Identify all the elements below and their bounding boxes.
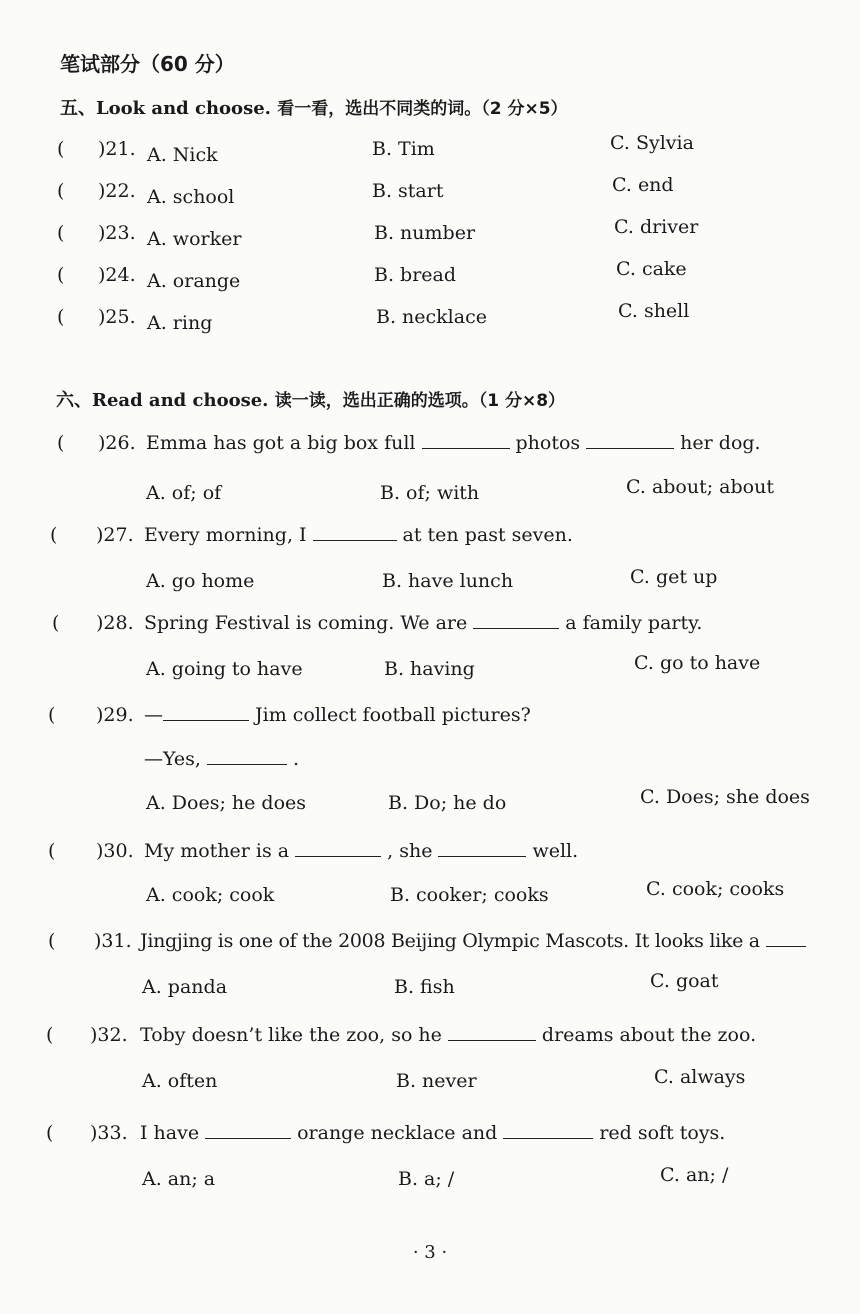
q28-option-a: A. going to have <box>146 658 303 680</box>
q32-option-b: B. never <box>396 1070 477 1092</box>
q30-number: )30. <box>96 840 134 862</box>
q27-option-a: A. go home <box>146 570 255 592</box>
q29-options <box>0 786 860 822</box>
q31-option-c: C. goat <box>650 970 719 992</box>
q24-option-a: A. orange <box>147 270 241 292</box>
q33-row <box>0 1122 860 1152</box>
q28-options <box>0 652 860 688</box>
q27-option-c: C. get up <box>630 566 718 588</box>
answer-blank[interactable] <box>205 1137 291 1139</box>
q25-option-b: B. necklace <box>376 306 487 328</box>
answer-paren[interactable]: ( <box>57 180 65 202</box>
section6-heading-en: 六、Read and choose. <box>56 390 269 411</box>
q28-text-1: Spring Festival is coming. We are <box>144 612 468 634</box>
q21-number: )21. <box>98 138 136 160</box>
q32-text-1: Toby doesn’t like the zoo, so he <box>140 1024 442 1046</box>
q24-option-b: B. bread <box>374 264 457 286</box>
q26-text-2: photos <box>515 432 581 454</box>
q30-text-3: well. <box>532 840 579 862</box>
q28-text-2: a family party. <box>565 612 703 634</box>
q27-text-2: at ten past seven. <box>402 524 573 546</box>
q32-number: )32. <box>90 1024 128 1046</box>
q30-option-b: B. cooker; cooks <box>390 884 549 906</box>
q21-option-c: C. Sylvia <box>610 132 694 154</box>
q27-stem <box>144 524 573 546</box>
q31-number: )31. <box>94 930 132 952</box>
q29-text-3: —Yes, <box>144 748 201 770</box>
q22-option-c: C. end <box>612 174 674 196</box>
q23-row <box>0 216 860 252</box>
q31-options <box>0 970 860 1006</box>
q22-row <box>0 174 860 210</box>
q29-text-4: . <box>292 748 299 770</box>
q29-option-b: B. Do; he do <box>388 792 507 814</box>
q22-option-a: A. school <box>147 186 235 208</box>
q29-stem <box>144 704 531 726</box>
answer-blank[interactable] <box>313 539 397 541</box>
q33-stem <box>140 1122 725 1144</box>
q24-row <box>0 258 860 294</box>
q31-option-a: A. panda <box>142 976 228 998</box>
q28-option-b: B. having <box>384 658 475 680</box>
q28-number: )28. <box>96 612 134 634</box>
q21-row <box>0 132 860 168</box>
section6-heading <box>56 386 565 412</box>
q28-stem <box>144 612 702 634</box>
q25-option-a: A. ring <box>147 312 213 334</box>
q33-text-3: red soft toys. <box>599 1122 726 1144</box>
q32-options <box>0 1066 860 1100</box>
page-number: · 3 · <box>412 1242 448 1263</box>
q21-option-a: A. Nick <box>147 144 218 166</box>
q27-option-b: B. have lunch <box>382 570 514 592</box>
answer-paren[interactable]: ( <box>48 930 56 952</box>
q29-option-c: C. Does; she does <box>640 786 810 808</box>
answer-paren[interactable]: ( <box>48 840 56 862</box>
q26-text-1: Emma has got a big box full <box>146 432 416 454</box>
answer-blank[interactable] <box>438 855 526 857</box>
q29-number: )29. <box>96 704 134 726</box>
q26-options <box>0 476 860 512</box>
q27-options <box>0 566 860 600</box>
q33-option-c: C. an; / <box>660 1164 729 1186</box>
answer-paren[interactable]: ( <box>52 612 60 634</box>
q23-option-b: B. number <box>374 222 476 244</box>
q32-row <box>0 1024 860 1054</box>
q29-row <box>0 704 860 734</box>
answer-paren[interactable]: ( <box>57 432 65 454</box>
q29-text-2: Jim collect football pictures? <box>255 704 531 726</box>
q29-reply-stem <box>144 748 299 770</box>
answer-blank[interactable] <box>766 945 806 947</box>
q25-number: )25. <box>98 306 136 328</box>
q33-number: )33. <box>90 1122 128 1144</box>
q32-option-a: A. often <box>142 1070 218 1092</box>
answer-blank[interactable] <box>473 627 559 629</box>
q31-option-b: B. fish <box>394 976 455 998</box>
q23-option-a: A. worker <box>147 228 242 250</box>
answer-blank[interactable] <box>207 763 287 765</box>
section5-heading-cn: 看一看，选出不同类的词。（2 分×5） <box>277 99 568 119</box>
q28-row <box>0 612 860 642</box>
q30-option-a: A. cook; cook <box>146 884 275 906</box>
answer-paren[interactable]: ( <box>57 138 65 160</box>
answer-blank[interactable] <box>448 1039 536 1041</box>
q30-stem <box>144 840 578 862</box>
q30-options <box>0 878 860 914</box>
q25-row <box>0 300 860 336</box>
q29-reply <box>0 748 860 778</box>
q29-text-1: — <box>144 704 163 726</box>
q27-row <box>0 524 860 554</box>
page-title: 笔试部分（60 分） <box>60 52 235 76</box>
q30-text-1: My mother is a <box>144 840 290 862</box>
answer-paren[interactable]: ( <box>50 524 58 546</box>
q31-text-1: Jingjing is one of the 2008 Beijing Olympic Mascots. It looks like a <box>140 930 760 952</box>
q26-text-3: her dog. <box>680 432 761 454</box>
q33-text-1: I have <box>140 1122 200 1144</box>
q26-option-a: A. of; of <box>146 482 222 504</box>
q32-stem <box>140 1024 756 1046</box>
answer-paren[interactable]: ( <box>57 222 65 244</box>
q21-option-b: B. Tim <box>372 138 435 160</box>
q32-text-2: dreams about the zoo. <box>541 1024 757 1046</box>
q33-text-2: orange necklace and <box>297 1122 498 1144</box>
q26-number: )26. <box>98 432 136 454</box>
q33-options <box>0 1164 860 1198</box>
q24-number: )24. <box>98 264 136 286</box>
q24-option-c: C. cake <box>616 258 687 280</box>
q32-option-c: C. always <box>654 1066 746 1088</box>
q30-text-2: , she <box>387 840 433 862</box>
q26-row <box>0 432 860 462</box>
answer-blank[interactable] <box>503 1137 593 1139</box>
answer-blank[interactable] <box>163 719 249 721</box>
q25-option-c: C. shell <box>618 300 690 322</box>
q22-option-b: B. start <box>372 180 444 202</box>
q23-option-c: C. driver <box>614 216 699 238</box>
q26-stem <box>146 432 761 454</box>
answer-blank[interactable] <box>586 447 674 449</box>
answer-paren[interactable]: ( <box>46 1122 54 1144</box>
q31-row <box>0 930 860 960</box>
q26-option-c: C. about; about <box>626 476 774 498</box>
q29-option-a: A. Does; he does <box>146 792 307 814</box>
section6-heading-cn: 读一读，选出正确的选项。（1 分×8） <box>274 391 566 411</box>
section5-heading-en: 五、Look and choose. <box>60 98 271 119</box>
q27-number: )27. <box>96 524 134 546</box>
q28-option-c: C. go to have <box>634 652 761 674</box>
section5-heading <box>60 94 568 120</box>
answer-paren[interactable]: ( <box>48 704 56 726</box>
q26-option-b: B. of; with <box>380 482 480 504</box>
answer-paren[interactable]: ( <box>57 306 65 328</box>
q27-text-1: Every morning, I <box>144 524 307 546</box>
q33-option-b: B. a; / <box>398 1168 455 1190</box>
q33-option-a: A. an; a <box>142 1168 216 1190</box>
answer-paren[interactable]: ( <box>46 1024 54 1046</box>
q31-stem <box>140 930 812 952</box>
answer-paren[interactable]: ( <box>57 264 65 286</box>
answer-blank[interactable] <box>422 447 510 449</box>
answer-blank[interactable] <box>295 855 381 857</box>
q30-option-c: C. cook; cooks <box>646 878 785 900</box>
q22-number: )22. <box>98 180 136 202</box>
q23-number: )23. <box>98 222 136 244</box>
q30-row <box>0 840 860 870</box>
